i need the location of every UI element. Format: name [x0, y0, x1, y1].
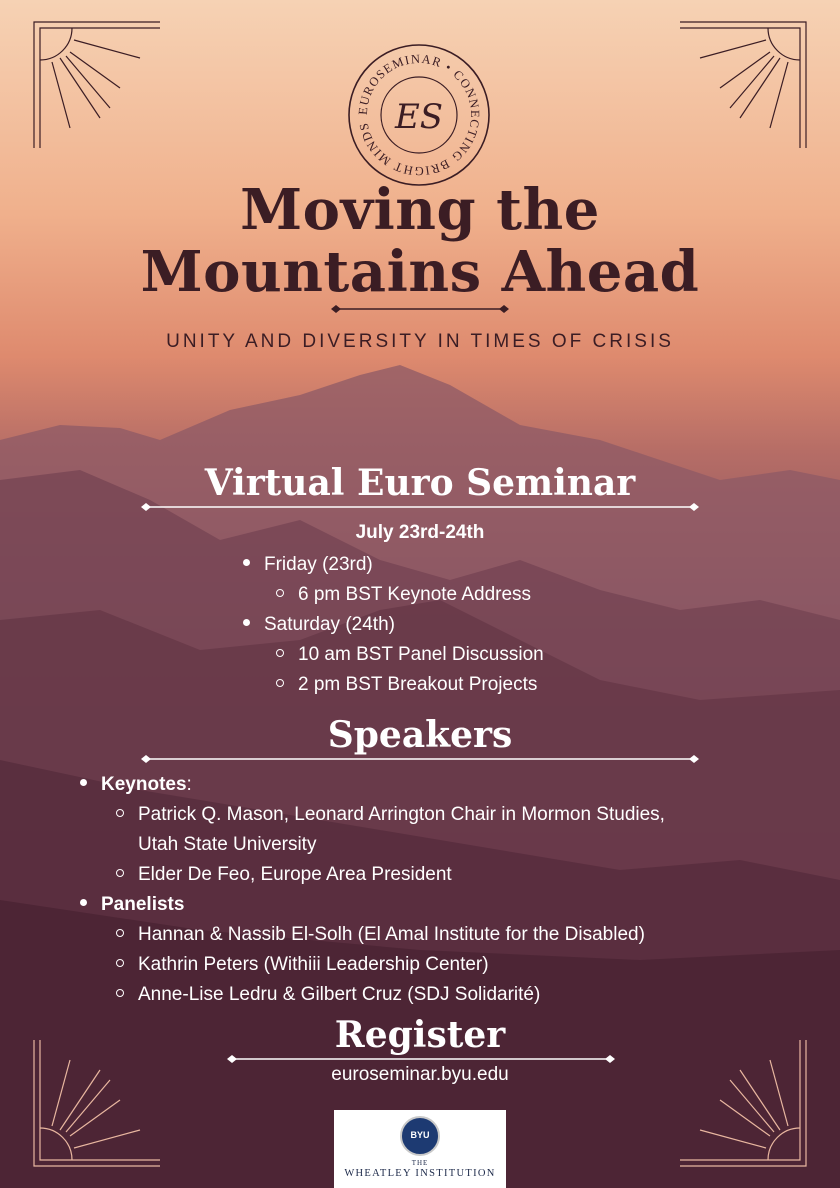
schedule-day-2: Saturday (24th): [243, 612, 395, 638]
keynote-speaker: Elder De Feo, Europe Area President: [116, 862, 452, 888]
sunburst-corner-bottom-right: [680, 1040, 810, 1170]
bullet-icon: [243, 619, 250, 626]
sub-bullet-icon: [116, 809, 124, 817]
bullet-icon: [80, 899, 87, 906]
sub-bullet-icon: [116, 929, 124, 937]
panelist: Hannan & Nassib El-Solh (El Amal Institute for the Disabled): [116, 922, 645, 948]
panelist: Kathrin Peters (Withiii Leadership Center): [116, 952, 489, 978]
panelist: Anne-Lise Ledru & Gilbert Cruz (SDJ Solidarité): [116, 982, 540, 1008]
sunburst-corner-bottom-left: [30, 1040, 160, 1170]
wheatley-institution-logo: [334, 1110, 506, 1188]
sunburst-corner-top-right: [680, 18, 810, 148]
logo-monogram: ES: [394, 97, 444, 137]
panelists-label: Panelists: [80, 892, 184, 918]
register-heading: Register: [334, 1014, 506, 1056]
sub-bullet-icon: [116, 869, 124, 877]
event-divider: [140, 500, 700, 514]
euroseminar-logo: [346, 42, 492, 188]
title-line-2: Mountains Ahead: [140, 239, 700, 305]
logo-ring-text: EUROSEMINAR • CONNECTING BRIGHT MINDS: [355, 51, 483, 179]
schedule-item: 2 pm BST Breakout Projects: [276, 672, 537, 698]
event-dates: July 23rd-24th: [355, 522, 485, 543]
sub-bullet-icon: [116, 989, 124, 997]
keynotes-label: Keynotes:: [80, 772, 192, 798]
event-heading: Virtual Euro Seminar: [204, 462, 636, 504]
title-line-1: Moving the: [240, 177, 600, 243]
sunburst-corner-top-left: [30, 18, 160, 148]
keynote-speaker-continued: Utah State University: [138, 834, 317, 855]
sub-bullet-icon: [276, 649, 284, 657]
speakers-divider: [140, 752, 700, 766]
sponsor-the: THE: [411, 1159, 429, 1167]
sub-bullet-icon: [116, 959, 124, 967]
sub-bullet-icon: [276, 589, 284, 597]
subtitle: UNITY AND DIVERSITY IN TIMES OF CRISIS: [166, 331, 674, 352]
speakers-heading: Speakers: [327, 714, 513, 756]
schedule-day-1: Friday (23rd): [243, 552, 373, 578]
sponsor-name: WHEATLEY INSTITUTION: [344, 1168, 496, 1179]
sub-bullet-icon: [276, 679, 284, 687]
byu-seal-icon: BYU: [400, 1116, 440, 1156]
bullet-icon: [243, 559, 250, 566]
keynote-speaker: Patrick Q. Mason, Leonard Arrington Chair in Mormon Studies,: [116, 802, 665, 828]
bullet-icon: [80, 779, 87, 786]
title-divider: [330, 302, 510, 316]
schedule-item: 10 am BST Panel Discussion: [276, 642, 544, 668]
schedule-item: 6 pm BST Keynote Address: [276, 582, 531, 608]
register-url-link[interactable]: euroseminar.byu.edu: [331, 1064, 509, 1085]
